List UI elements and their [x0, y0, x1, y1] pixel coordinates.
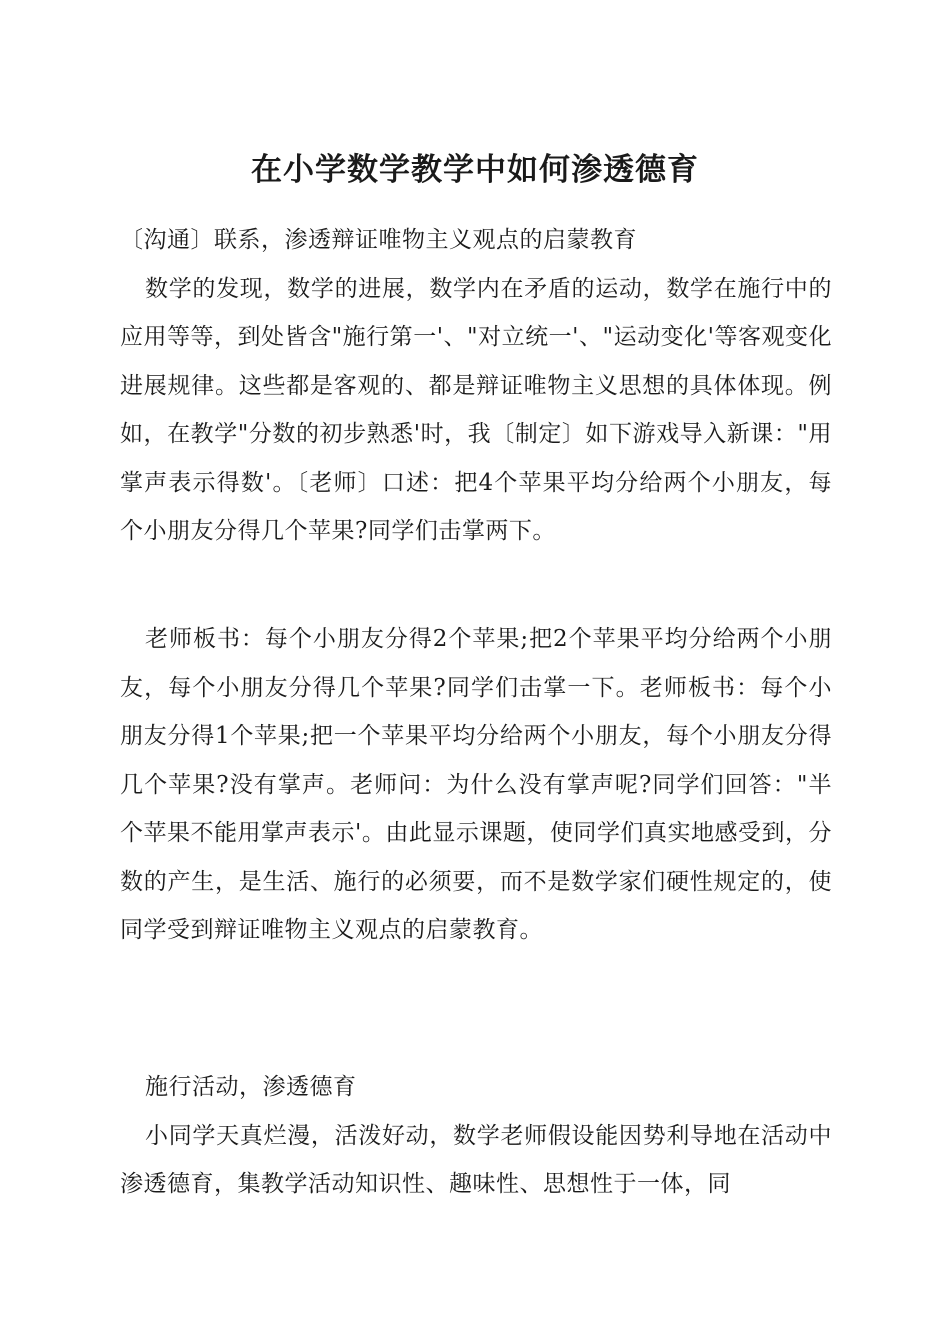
section-heading: 〔沟通〕联系，渗透辩证唯物主义观点的启蒙教育: [120, 227, 637, 253]
document-title: 在小学数学教学中如何渗透德育: [251, 152, 699, 188]
paragraph: 老师板书：每个小朋友分得2个苹果;把2个苹果平均分给两个小朋友，每个小朋友分得几个苹果?同学们击掌一下。老师板书：每个小朋友分得1个苹果;把一个苹果平均分给两个小朋友，每个小朋友分得几个苹果?没有掌声。老师问：为什么没有掌声呢?同学们回答："半个苹果不能用掌声表示'。由此显示课题，使同学们真实地感受到，分数的产生，是生活、施行的必须要，而不是数学家们硬性规定的，使同学受到辩证唯物主义观点的启蒙教育。: [120, 626, 832, 943]
paragraph: 小同学天真烂漫，活泼好动，数学老师假设能因势利导地在活动中渗透德育，集教学活动知识性、趣味性、思想性于一体，同: [120, 1122, 832, 1197]
paragraph: 数学的发现，数学的进展，数学内在矛盾的运动，数学在施行中的应用等等，到处皆含"施行第一'、"对立统一'、"运动变化'等客观变化进展规律。这些都是客观的、都是辩证唯物主义思想的具体体现。例如，在教学"分数的初步熟悉'时，我〔制定〕如下游戏导入新课："用掌声表示得数'。〔老师〕口述：把4个苹果平均分给两个小朋友，每个小朋友分得几个苹果?同学们击掌两下。: [120, 275, 832, 544]
section-1: [120, 216, 832, 556]
section-2: [120, 1063, 832, 1209]
section-1-continued: [120, 615, 832, 955]
section-heading: 施行活动，渗透德育: [145, 1074, 357, 1100]
